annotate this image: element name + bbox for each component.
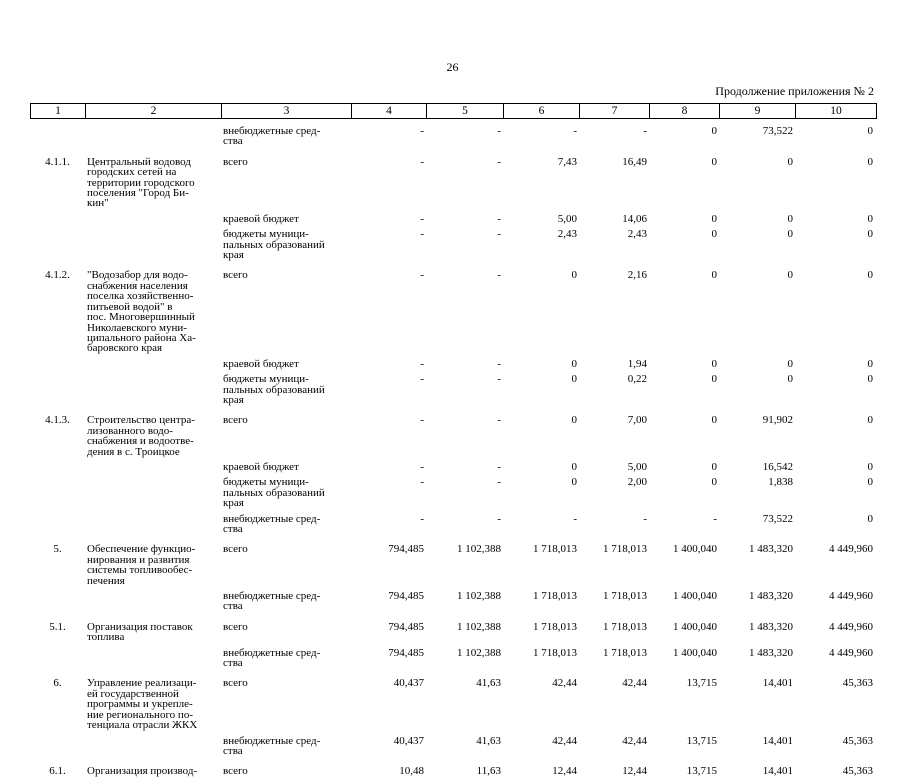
value-cell: 1 400,040 — [673, 543, 717, 556]
value-cell: 0 — [867, 476, 873, 489]
value-cell: 14,401 — [762, 734, 793, 747]
value-cell: 4 449,960 — [829, 620, 873, 633]
value-cell: 794,485 — [388, 590, 424, 603]
column-number-header — [30, 103, 877, 119]
value-cell: 0 — [867, 269, 873, 282]
row-number-cell: 4.1.1. — [45, 155, 70, 168]
activity-name-cell — [85, 372, 221, 408]
value-cell: 7,00 — [627, 414, 647, 427]
value-cell: 0 — [867, 414, 873, 427]
value-cell: 13,715 — [686, 734, 717, 747]
header-cell: 7 — [580, 104, 650, 119]
table-row — [30, 227, 876, 263]
value-cell: - — [497, 269, 501, 282]
row-number-cell: 6.1. — [49, 765, 66, 778]
value-cell: 14,401 — [762, 677, 793, 690]
value-cell: 794,485 — [388, 620, 424, 633]
value-cell: 1 718,013 — [603, 590, 647, 603]
row-number-cell — [30, 646, 85, 672]
funding-source-cell: краевой бюджет — [223, 212, 299, 225]
value-cell: 40,437 — [393, 734, 424, 747]
funding-source-cell: внебюджетные сред- ства — [223, 512, 321, 535]
row-number-cell: 6. — [53, 677, 62, 690]
value-cell: 0 — [867, 228, 873, 241]
funding-source-cell: бюджеты муници- пальных образований края — [223, 373, 325, 406]
value-cell: 0 — [571, 460, 577, 473]
header-cell: 5 — [427, 104, 504, 119]
value-cell: - — [573, 125, 577, 137]
activity-name-cell — [85, 357, 221, 372]
header-cell: 10 — [796, 104, 877, 119]
value-cell: 73,522 — [762, 125, 793, 137]
value-cell: 1 718,013 — [533, 590, 577, 603]
value-cell: 0 — [571, 414, 577, 427]
row-number-cell — [30, 372, 85, 408]
value-cell: - — [420, 460, 424, 473]
value-cell: 91,902 — [762, 414, 793, 427]
value-cell: - — [420, 228, 424, 241]
header-cell: 9 — [720, 104, 796, 119]
table-row — [30, 357, 876, 372]
value-cell: - — [420, 373, 424, 386]
table-row — [30, 589, 876, 615]
value-cell: 41,63 — [476, 734, 501, 747]
financing-table — [30, 124, 876, 780]
value-cell: 16,49 — [622, 155, 647, 168]
activity-name-cell: Обеспечение функцио- нирования и развития системы топливообес- печения — [87, 543, 196, 587]
value-cell: - — [497, 212, 501, 225]
value-cell: 0 — [867, 155, 873, 168]
funding-source-cell: всего — [223, 414, 248, 427]
value-cell: - — [497, 357, 501, 370]
table-body — [30, 124, 876, 780]
value-cell: 1 102,388 — [457, 590, 501, 603]
value-cell: 794,485 — [388, 543, 424, 556]
value-cell: 12,44 — [552, 765, 577, 778]
table-row — [30, 475, 876, 511]
value-cell: 42,44 — [622, 677, 647, 690]
value-cell: 42,44 — [552, 677, 577, 690]
table-row — [30, 150, 876, 212]
header-cell: 4 — [352, 104, 427, 119]
value-cell: 5,00 — [557, 212, 577, 225]
activity-name-cell: Центральный водовод городских сетей на территории городского поселения "Город Би- кин" — [87, 155, 195, 210]
value-cell: - — [420, 357, 424, 370]
activity-name-cell — [85, 227, 221, 263]
funding-source-cell: бюджеты муници- пальных образований края — [223, 228, 325, 262]
activity-name-cell — [85, 734, 221, 760]
funding-source-cell: бюджеты муници- пальных образований края — [223, 476, 325, 510]
value-cell: - — [497, 460, 501, 473]
header-cell: 1 — [31, 104, 86, 119]
value-cell: - — [497, 155, 501, 168]
value-cell: - — [420, 155, 424, 168]
value-cell: 1 718,013 — [533, 543, 577, 556]
value-cell: - — [497, 414, 501, 427]
value-cell: 40,437 — [393, 677, 424, 690]
value-cell: 45,363 — [842, 734, 873, 747]
row-number-cell: 4.1.3. — [45, 414, 70, 427]
value-cell: 45,363 — [842, 765, 873, 778]
value-cell: 42,44 — [552, 734, 577, 747]
funding-source-cell: всего — [223, 269, 248, 282]
row-number-cell — [30, 357, 85, 372]
value-cell: 0 — [787, 269, 793, 282]
value-cell: 1 400,040 — [673, 620, 717, 633]
activity-name-cell — [85, 212, 221, 227]
activity-name-cell: Управление реализаци- ей государственной программы и укрепле- ние регионального по- тенциала отрасли ЖКХ — [87, 677, 198, 732]
value-cell: 2,16 — [627, 269, 647, 282]
funding-source-cell: внебюджетные сред- ства — [223, 734, 321, 757]
table-row — [30, 646, 876, 672]
value-cell: 1 718,013 — [603, 646, 647, 659]
value-cell: 1,94 — [627, 357, 647, 370]
value-cell: - — [643, 512, 647, 525]
value-cell: 0 — [711, 357, 717, 370]
value-cell: 1 400,040 — [673, 646, 717, 659]
value-cell: 2,43 — [627, 228, 647, 241]
value-cell: - — [643, 125, 647, 137]
value-cell: 0 — [787, 212, 793, 225]
value-cell: 1 102,388 — [457, 543, 501, 556]
value-cell: 0 — [711, 460, 717, 473]
value-cell: - — [420, 125, 424, 137]
row-number-cell: 4.1.2. — [45, 269, 70, 282]
value-cell: 4 449,960 — [829, 543, 873, 556]
value-cell: 12,44 — [622, 765, 647, 778]
activity-name-cell: Строительство центра- лизованного водо- снабжения и водоотве- дения в с. Троицкое — [87, 414, 195, 458]
row-number-cell — [30, 212, 85, 227]
value-cell: 0 — [711, 212, 717, 225]
row-number-cell — [30, 512, 85, 538]
value-cell: 42,44 — [622, 734, 647, 747]
table-row — [30, 734, 876, 760]
value-cell: 0 — [867, 373, 873, 386]
row-number-cell — [30, 475, 85, 511]
value-cell: 13,715 — [686, 677, 717, 690]
header-row — [31, 104, 877, 119]
header-cell: 6 — [504, 104, 580, 119]
table-row — [30, 615, 876, 646]
value-cell: - — [497, 512, 501, 525]
activity-name-cell — [85, 460, 221, 475]
value-cell: - — [420, 512, 424, 525]
funding-source-cell: внебюджетные сред- ства — [223, 646, 321, 670]
value-cell: 0 — [711, 228, 717, 241]
funding-source-cell: внебюджетные сред- ства — [223, 590, 321, 613]
value-cell: 0 — [867, 512, 873, 525]
value-cell: 0 — [711, 155, 717, 168]
value-cell: 1 483,320 — [749, 590, 793, 603]
activity-name-cell — [85, 589, 221, 615]
funding-source-cell: внебюджетные сред- ства — [223, 125, 321, 148]
value-cell: 7,43 — [557, 155, 577, 168]
value-cell: 11,63 — [476, 765, 501, 778]
value-cell: - — [497, 125, 501, 137]
value-cell: 1 483,320 — [749, 620, 793, 633]
table-row — [30, 537, 876, 589]
activity-name-cell: Организация поставок топлива — [87, 620, 193, 644]
page-number: 26 — [446, 60, 459, 74]
value-cell: 2,43 — [557, 228, 577, 241]
value-cell: 1 483,320 — [749, 646, 793, 659]
value-cell: 0,22 — [627, 373, 647, 386]
value-cell: - — [573, 512, 577, 525]
value-cell: 0 — [787, 228, 793, 241]
table-row — [30, 408, 876, 460]
value-cell: 0 — [711, 414, 717, 427]
value-cell: 0 — [711, 373, 717, 386]
value-cell: 1 718,013 — [533, 620, 577, 633]
value-cell: 1 102,388 — [457, 646, 501, 659]
funding-source-cell: краевой бюджет — [223, 357, 299, 370]
funding-source-cell: всего — [223, 543, 248, 556]
value-cell: 1 102,388 — [457, 620, 501, 633]
value-cell: 1 718,013 — [603, 543, 647, 556]
value-cell: 0 — [571, 373, 577, 386]
value-cell: 4 449,960 — [829, 590, 873, 603]
activity-name-cell: "Водозабор для водо- снабжения населения поселка хозяйственно- питьевой водой" в пос. Многовершинный Николаевского муни- ципального района Ха- баровского края — [87, 269, 196, 355]
value-cell: 41,63 — [476, 677, 501, 690]
value-cell: 5,00 — [627, 460, 647, 473]
table-row — [30, 460, 876, 475]
activity-name-cell — [85, 512, 221, 538]
value-cell: 45,363 — [842, 677, 873, 690]
row-number-cell — [30, 734, 85, 760]
value-cell: 0 — [571, 476, 577, 489]
table-row — [30, 759, 876, 779]
value-cell: 10,48 — [399, 765, 424, 778]
value-cell: 14,06 — [622, 212, 647, 225]
header-cell: 8 — [650, 104, 720, 119]
funding-source-cell: всего — [223, 155, 248, 168]
value-cell: 16,542 — [762, 460, 793, 473]
header-cell: 3 — [222, 104, 352, 119]
funding-source-cell: всего — [223, 677, 248, 690]
value-cell: 0 — [787, 357, 793, 370]
value-cell: 0 — [787, 373, 793, 386]
value-cell: 73,522 — [762, 512, 793, 525]
table-row — [30, 372, 876, 408]
value-cell: 13,715 — [686, 765, 717, 778]
value-cell: 794,485 — [388, 646, 424, 659]
activity-name-cell — [85, 475, 221, 511]
row-number-cell — [30, 227, 85, 263]
funding-source-cell: краевой бюджет — [223, 460, 299, 473]
value-cell: 0 — [867, 357, 873, 370]
value-cell: 0 — [711, 269, 717, 282]
activity-name-cell — [85, 124, 221, 150]
row-number-cell — [30, 589, 85, 615]
activity-name-cell: Организация производ- — [87, 765, 198, 778]
funding-source-cell: всего — [223, 765, 248, 778]
row-number-cell: 5. — [53, 543, 62, 556]
value-cell: - — [420, 212, 424, 225]
value-cell: - — [497, 373, 501, 386]
header-cell: 2 — [86, 104, 222, 119]
value-cell: 1 483,320 — [749, 543, 793, 556]
value-cell: 1 718,013 — [533, 646, 577, 659]
value-cell: 0 — [571, 357, 577, 370]
value-cell: 1 718,013 — [603, 620, 647, 633]
row-number-cell — [30, 460, 85, 475]
value-cell: - — [420, 476, 424, 489]
value-cell: 0 — [867, 460, 873, 473]
value-cell: - — [497, 476, 501, 489]
value-cell: - — [497, 228, 501, 241]
value-cell: 0 — [571, 269, 577, 282]
row-number-cell: 5.1. — [49, 620, 66, 633]
value-cell: 1 400,040 — [673, 590, 717, 603]
value-cell: - — [713, 512, 717, 525]
table-row — [30, 212, 876, 227]
funding-source-cell: всего — [223, 620, 248, 633]
activity-name-cell — [85, 646, 221, 672]
value-cell: 0 — [787, 155, 793, 168]
table-row — [30, 263, 876, 356]
table-row — [30, 671, 876, 733]
table-row — [30, 124, 876, 150]
value-cell: - — [420, 414, 424, 427]
value-cell: 0 — [867, 212, 873, 225]
value-cell: 0 — [867, 125, 873, 137]
value-cell: 1,838 — [768, 476, 793, 489]
table-row — [30, 512, 876, 538]
value-cell: 14,401 — [762, 765, 793, 778]
value-cell: 4 449,960 — [829, 646, 873, 659]
value-cell: 0 — [711, 125, 717, 137]
value-cell: 2,00 — [627, 476, 647, 489]
row-number-cell — [30, 124, 85, 150]
continuation-label: Продолжение приложения № 2 — [715, 84, 874, 98]
value-cell: - — [420, 269, 424, 282]
value-cell: 0 — [711, 476, 717, 489]
